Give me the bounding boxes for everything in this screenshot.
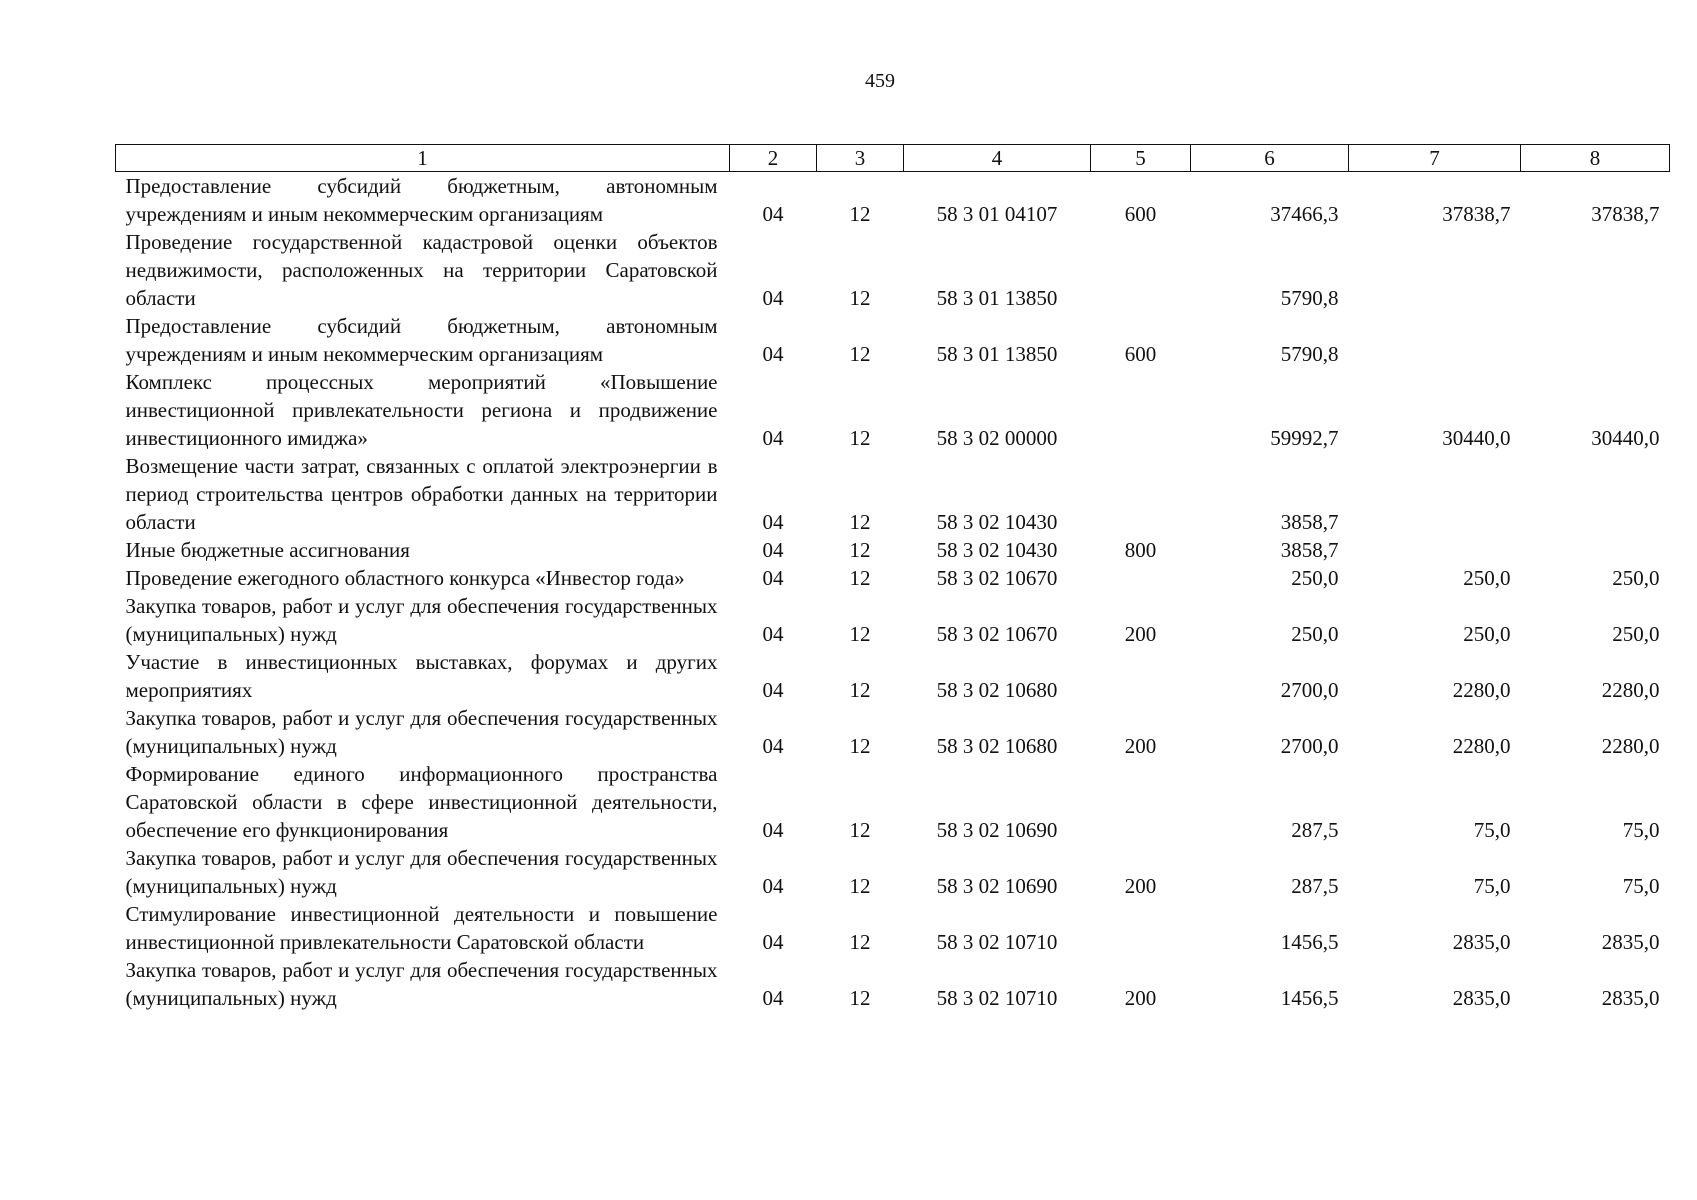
table-row xyxy=(116,956,1670,1012)
row-subsection-cell: 12 xyxy=(849,678,871,702)
row-section-cell: 04 xyxy=(762,930,784,954)
row-amount-col8-cell: 250,0 xyxy=(1612,622,1660,646)
row-expense-type-cell xyxy=(1091,452,1191,536)
row-amount-col8-cell: 2835,0 xyxy=(1601,930,1660,954)
row-subsection-cell: 12 xyxy=(849,986,871,1010)
row-expense-type-cell: 200 xyxy=(1124,622,1157,646)
table-row xyxy=(116,368,1670,452)
row-expense-type-cell: 200 xyxy=(1124,986,1157,1010)
row-expense-type-cell xyxy=(1091,564,1191,592)
row-amount-col8-cell: 37838,7 xyxy=(1591,202,1660,226)
row-subsection-cell: 12 xyxy=(849,930,871,954)
table-row xyxy=(116,564,1670,592)
row-amount-col6-cell: 2700,0 xyxy=(1280,734,1339,758)
row-amount-col6-cell: 1456,5 xyxy=(1280,930,1339,954)
column-header-5: 5 xyxy=(1091,145,1191,172)
row-subsection-cell: 12 xyxy=(849,538,871,562)
row-amount-col7-cell: 250,0 xyxy=(1463,566,1511,590)
header-row xyxy=(116,145,1670,172)
row-target-article-cell: 58 3 01 13850 xyxy=(936,342,1058,366)
row-section-cell: 04 xyxy=(762,818,784,842)
row-expense-type-cell: 200 xyxy=(1124,734,1157,758)
row-amount-col8-cell: 2835,0 xyxy=(1601,986,1660,1010)
row-amount-col7-cell: 2835,0 xyxy=(1452,930,1511,954)
row-amount-col6-cell: 1456,5 xyxy=(1280,986,1339,1010)
table-row xyxy=(116,228,1670,312)
table-row xyxy=(116,536,1670,564)
row-subsection-cell: 12 xyxy=(849,510,871,534)
row-section-cell: 04 xyxy=(762,678,784,702)
row-amount-col8-cell: 75,0 xyxy=(1622,874,1660,898)
row-section-cell: 04 xyxy=(762,734,784,758)
row-expense-type-cell: 800 xyxy=(1124,538,1157,562)
row-section-cell: 04 xyxy=(762,510,784,534)
row-target-article-cell: 58 3 02 10690 xyxy=(936,874,1058,898)
row-amount-col7-cell: 2835,0 xyxy=(1452,986,1511,1010)
row-section-cell: 04 xyxy=(762,874,784,898)
row-amount-col7-cell: 75,0 xyxy=(1473,874,1511,898)
row-target-article-cell: 58 3 02 10680 xyxy=(936,734,1058,758)
row-amount-col6-cell: 287,5 xyxy=(1291,818,1339,842)
page-number: 459 xyxy=(865,70,895,92)
row-amount-col7-cell: 2280,0 xyxy=(1452,734,1511,758)
row-expense-type-cell xyxy=(1091,228,1191,312)
row-amount-col8-cell: 75,0 xyxy=(1622,818,1660,842)
row-target-article-cell: 58 3 02 10710 xyxy=(936,986,1058,1010)
row-expense-type-cell: 600 xyxy=(1124,342,1157,366)
row-name-cell: Закупка товаров, работ и услуг для обеспечения государственных (муниципальных) нужд xyxy=(125,594,718,646)
row-amount-col6-cell: 37466,3 xyxy=(1270,202,1339,226)
column-header-4: 4 xyxy=(904,145,1091,172)
row-amount-col8-cell: 250,0 xyxy=(1612,566,1660,590)
row-amount-col7-cell: 75,0 xyxy=(1473,818,1511,842)
row-expense-type-cell xyxy=(1091,368,1191,452)
row-amount-col7-cell xyxy=(1349,536,1521,564)
row-section-cell: 04 xyxy=(762,538,784,562)
row-target-article-cell: 58 3 02 10710 xyxy=(936,930,1058,954)
column-header-6: 6 xyxy=(1191,145,1349,172)
row-amount-col7-cell: 2280,0 xyxy=(1452,678,1511,702)
row-amount-col8-cell: 2280,0 xyxy=(1601,678,1660,702)
table-row xyxy=(116,900,1670,956)
row-amount-col6-cell: 250,0 xyxy=(1291,566,1339,590)
row-amount-col7-cell xyxy=(1349,228,1521,312)
table-row xyxy=(116,704,1670,760)
row-subsection-cell: 12 xyxy=(849,202,871,226)
table-header xyxy=(116,145,1670,172)
row-amount-col8-cell xyxy=(1521,228,1670,312)
row-name-cell: Комплекс процессных мероприятий «Повышение инвестиционной привлекательности региона и продвижение инвестиционного имиджа» xyxy=(125,370,718,450)
row-subsection-cell: 12 xyxy=(849,622,871,646)
table-row xyxy=(116,844,1670,900)
row-target-article-cell: 58 3 02 10670 xyxy=(936,622,1058,646)
table-row xyxy=(116,452,1670,536)
row-amount-col6-cell: 5790,8 xyxy=(1280,286,1339,310)
row-amount-col8-cell xyxy=(1521,312,1670,368)
row-name-cell: Проведение ежегодного областного конкурса «Инвестор года» xyxy=(125,566,685,590)
row-section-cell: 04 xyxy=(762,622,784,646)
row-subsection-cell: 12 xyxy=(849,286,871,310)
column-header-8: 8 xyxy=(1521,145,1670,172)
row-expense-type-cell xyxy=(1091,900,1191,956)
row-expense-type-cell: 600 xyxy=(1124,202,1157,226)
column-header-7: 7 xyxy=(1349,145,1521,172)
row-expense-type-cell xyxy=(1091,760,1191,844)
row-amount-col6-cell: 250,0 xyxy=(1291,622,1339,646)
row-amount-col6-cell: 5790,8 xyxy=(1280,342,1339,366)
row-section-cell: 04 xyxy=(762,286,784,310)
row-section-cell: 04 xyxy=(762,202,784,226)
row-target-article-cell: 58 3 01 04107 xyxy=(936,202,1058,226)
row-target-article-cell: 58 3 01 13850 xyxy=(936,286,1058,310)
column-header-1: 1 xyxy=(116,145,730,172)
row-subsection-cell: 12 xyxy=(849,566,871,590)
row-name-cell: Формирование единого информационного пространства Саратовской области в сфере инвестиционной деятельности, обеспечение его функционирования xyxy=(125,762,718,842)
row-subsection-cell: 12 xyxy=(849,342,871,366)
table-row xyxy=(116,592,1670,648)
row-name-cell: Закупка товаров, работ и услуг для обеспечения государственных (муниципальных) нужд xyxy=(125,706,718,758)
row-amount-col7-cell: 30440,0 xyxy=(1442,426,1511,450)
budget-table xyxy=(115,144,1670,1012)
row-target-article-cell: 58 3 02 10690 xyxy=(936,818,1058,842)
row-expense-type-cell: 200 xyxy=(1124,874,1157,898)
row-target-article-cell: 58 3 02 10670 xyxy=(936,566,1058,590)
row-amount-col6-cell: 59992,7 xyxy=(1270,426,1339,450)
row-name-cell: Предоставление субсидий бюджетным, автономным учреждениям и иным некоммерческим организациям xyxy=(125,174,718,226)
row-amount-col6-cell: 2700,0 xyxy=(1280,678,1339,702)
row-amount-col6-cell: 287,5 xyxy=(1291,874,1339,898)
row-amount-col8-cell: 30440,0 xyxy=(1591,426,1660,450)
row-section-cell: 04 xyxy=(762,566,784,590)
row-amount-col7-cell: 250,0 xyxy=(1463,622,1511,646)
row-section-cell: 04 xyxy=(762,986,784,1010)
row-target-article-cell: 58 3 02 10680 xyxy=(936,678,1058,702)
row-name-cell: Закупка товаров, работ и услуг для обеспечения государственных (муниципальных) нужд xyxy=(125,846,718,898)
row-name-cell: Предоставление субсидий бюджетным, автономным учреждениям и иным некоммерческим организациям xyxy=(125,314,718,366)
table-row xyxy=(116,760,1670,844)
column-header-3: 3 xyxy=(817,145,904,172)
table-body xyxy=(116,172,1670,1013)
row-name-cell: Возмещение части затрат, связанных с оплатой электроэнергии в период строительства центров обработки данных на территории области xyxy=(125,454,718,534)
row-subsection-cell: 12 xyxy=(849,426,871,450)
row-amount-col8-cell: 2280,0 xyxy=(1601,734,1660,758)
row-name-cell: Проведение государственной кадастровой оценки объектов недвижимости, расположенных на территории Саратовской области xyxy=(125,230,718,310)
row-section-cell: 04 xyxy=(762,342,784,366)
row-amount-col8-cell xyxy=(1521,452,1670,536)
row-section-cell: 04 xyxy=(762,426,784,450)
row-subsection-cell: 12 xyxy=(849,874,871,898)
row-name-cell: Закупка товаров, работ и услуг для обеспечения государственных (муниципальных) нужд xyxy=(125,958,718,1010)
row-amount-col7-cell xyxy=(1349,312,1521,368)
column-header-2: 2 xyxy=(730,145,817,172)
table-row xyxy=(116,312,1670,368)
row-expense-type-cell xyxy=(1091,648,1191,704)
row-target-article-cell: 58 3 02 10430 xyxy=(936,538,1058,562)
row-name-cell: Иные бюджетные ассигнования xyxy=(125,538,410,562)
row-amount-col6-cell: 3858,7 xyxy=(1280,538,1339,562)
row-amount-col7-cell: 37838,7 xyxy=(1442,202,1511,226)
row-amount-col7-cell xyxy=(1349,452,1521,536)
row-name-cell: Стимулирование инвестиционной деятельности и повышение инвестиционной привлекательности Саратовской области xyxy=(125,902,718,954)
row-amount-col6-cell: 3858,7 xyxy=(1280,510,1339,534)
table-row xyxy=(116,648,1670,704)
row-name-cell: Участие в инвестиционных выставках, форумах и других мероприятиях xyxy=(125,650,718,702)
table-row xyxy=(116,172,1670,229)
row-amount-col8-cell xyxy=(1521,536,1670,564)
row-subsection-cell: 12 xyxy=(849,818,871,842)
row-target-article-cell: 58 3 02 10430 xyxy=(936,510,1058,534)
row-target-article-cell: 58 3 02 00000 xyxy=(936,426,1058,450)
row-subsection-cell: 12 xyxy=(849,734,871,758)
